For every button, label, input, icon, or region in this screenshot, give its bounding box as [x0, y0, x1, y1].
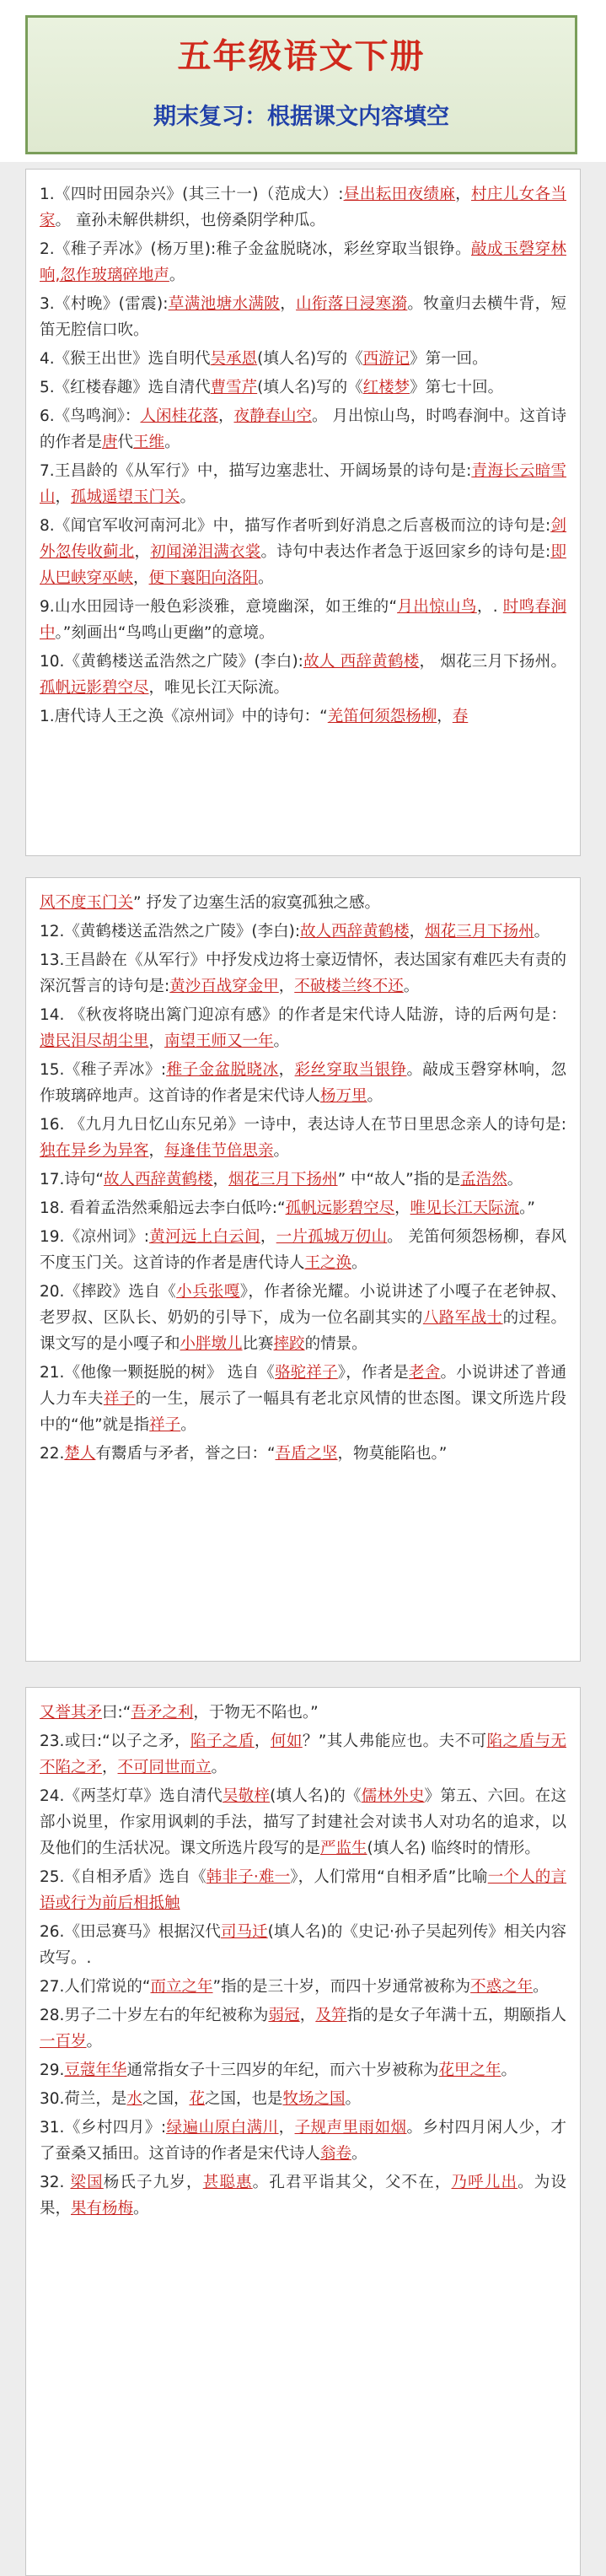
question-text: 指的是女子年满十五，期颐指人	[346, 2007, 566, 2024]
question-item	[40, 346, 566, 372]
question-text: 》第五、六回。在这部小说里，作家用讽刺的手法，描写了封建社会对读书人对功名的追求，以及他们的生活状况。课文所选片段写的是	[40, 1787, 566, 1857]
question-text: 通常指女子十三四岁的年纪，而六十岁被称为	[126, 2061, 439, 2079]
question-text: 16. 《九月九日忆山东兄弟》一诗中，表达诗人在节日里思念亲人的诗句是:	[40, 1116, 566, 1134]
question-text: 6.《鸟鸣涧》：	[40, 407, 141, 425]
answer-text: 绿遍山原白满川	[166, 2119, 279, 2137]
question-text: 5.《红楼春趣》选自清代	[40, 379, 211, 396]
answer-text: 儒林外史	[361, 1787, 425, 1805]
question-text: (填人名)写的《	[257, 379, 363, 396]
question-text: 15.《稚子弄冰》:	[40, 1061, 167, 1079]
question-text: 。牧童归去横牛背，短笛无腔信口吹。	[40, 295, 566, 339]
question-text: 有鬻盾与矛者，誉之曰：“	[95, 1445, 276, 1463]
question-text: 。	[345, 2090, 362, 2108]
question-item	[40, 1864, 566, 1916]
question-text: 。	[164, 434, 180, 451]
question-text: 。	[273, 1032, 290, 1050]
question-text: ” 中“故人”指的是	[337, 1171, 461, 1188]
title-banner	[25, 15, 577, 154]
question-text: 4.《猴王出世》选自明代	[40, 350, 211, 368]
question-text: 。	[507, 1171, 523, 1188]
answer-text: 一片孤城万仞山	[276, 1228, 388, 1246]
question-text: 25.《自相矛盾》选自《	[40, 1868, 206, 1886]
question-text: 。”	[519, 1199, 536, 1217]
question-text: 之国，也是	[204, 2090, 283, 2108]
question-item	[40, 919, 566, 945]
answer-text: 唐	[102, 434, 118, 451]
answer-text: 曹雪芹	[210, 379, 258, 396]
question-text: 》，作者是	[337, 1364, 410, 1382]
question-text: 。 羌笛何须怨杨柳，春风不度玉门关。这首诗的作者是唐代诗人	[40, 1228, 566, 1272]
question-text: 2.《稚子弄冰》(杨万里):稚子金盆脱晓冰，彩丝穿取当银铮。	[40, 240, 471, 258]
answer-text: 彩丝穿取当银铮	[294, 1061, 407, 1079]
question-text: 》，人们常用“自相矛盾”比喻	[290, 1868, 488, 1886]
question-text: 8.《闻官军收河南河北》中，描写作者听到好消息之后喜极而泣的诗句是:	[40, 517, 551, 535]
question-item	[40, 1728, 566, 1781]
answer-text: 甚聪惠	[202, 2174, 253, 2191]
answer-text: 水	[126, 2090, 142, 2108]
question-text: ，	[102, 1759, 118, 1776]
question-card-2	[25, 877, 581, 1662]
answer-text: 韩非子·难一	[206, 1868, 291, 1886]
answer-text: 果有杨梅	[71, 2200, 134, 2218]
answer-text: 吾盾之坚	[275, 1445, 338, 1463]
answer-text: 便下襄阳向洛阳	[148, 569, 259, 587]
answer-text: 不惑之年	[470, 1978, 534, 1996]
question-text: 30.荷兰，是	[40, 2090, 127, 2108]
question-text: 。	[403, 978, 420, 995]
question-text: 18. 看着孟浩然乘船远去李白低吟:“	[40, 1199, 286, 1217]
question-text: 26.《田忌赛马》根据汉代	[40, 1923, 221, 1941]
answer-text: 八路军战士	[422, 1309, 503, 1327]
answer-text: 每逢佳节倍思亲	[164, 1142, 274, 1160]
question-text: 1.《四时田园杂兴》(其三十一)（范成大）:	[40, 186, 344, 203]
question-text: 。	[534, 923, 550, 940]
question-item	[40, 947, 566, 1000]
answer-text: 祥子	[149, 1416, 181, 1434]
question-text: 。	[180, 1416, 196, 1434]
answer-text: 不破楼兰终不还	[294, 978, 404, 995]
answer-text: 独在异乡为异客	[40, 1142, 149, 1160]
question-text: 》第一回。	[410, 350, 488, 368]
question-text: 。乡村四月闲人少，才了蚕桑又插田。这首诗的作者是宋代诗人	[40, 2119, 566, 2163]
question-text: 代	[117, 434, 134, 451]
question-text: 比赛	[242, 1335, 274, 1353]
answer-text: 春	[452, 708, 469, 725]
answer-text: 不可同世而立	[117, 1759, 212, 1776]
question-text: ， 烟花三月下扬州。	[419, 653, 567, 671]
answer-text: 摔跤	[273, 1335, 305, 1353]
answer-text: 严监生	[320, 1840, 367, 1857]
answer-text: 何如	[270, 1733, 303, 1750]
answer-text: 骆驼祥子	[274, 1364, 338, 1382]
question-item	[40, 1057, 566, 1109]
answer-text: 故人 西辞黄鹤楼	[303, 653, 420, 671]
answer-text: 初闻涕泪满衣裳	[150, 543, 261, 561]
question-item	[40, 2086, 566, 2112]
answer-text: 翁卷	[320, 2145, 352, 2163]
question-item	[40, 1167, 566, 1193]
question-text: ，	[437, 708, 453, 725]
question-item	[40, 1919, 566, 1971]
question-item	[40, 236, 566, 288]
question-text: ，	[299, 2007, 316, 2024]
question-card-1	[25, 169, 581, 856]
answer-text: 梁国	[70, 2174, 104, 2191]
question-item	[40, 2115, 566, 2167]
answer-text: 孤帆远影碧空尽	[40, 679, 149, 697]
answer-text: 一个人的言语或行为前后相抵触	[40, 1868, 566, 1912]
answer-text: 即从巴峡穿巫峡	[40, 543, 566, 587]
question-item	[40, 890, 566, 916]
question-text: 。 月出惊山鸟，时鸣春涧中。这首诗的作者是	[40, 407, 566, 451]
question-text: ，	[278, 978, 295, 995]
question-text: ”指的是三十岁，而四十岁通常被称为	[212, 1978, 471, 1996]
question-text: 13.王昌龄在《从军行》中抒发戍边将士豪迈情怀，表达国家有难匹夫有责的深沉誓言的诗句是:	[40, 951, 566, 995]
question-text: 曰:“	[102, 1704, 131, 1722]
question-text: 。敲成玉磬穿林响，忽作玻璃碎地声。这首诗的作者是宋代诗人	[40, 1061, 566, 1105]
answer-text: 花甲之年	[438, 2061, 501, 2079]
question-text: 1.唐代诗人王之涣《凉州词》中的诗句：“	[40, 708, 328, 725]
question-text: ，唯见长江天际流。	[148, 679, 290, 697]
answer-text: 祥子	[103, 1390, 136, 1408]
question-text: 》第七十回。	[410, 379, 504, 396]
question-text: ” 抒发了边塞生活的寂寞孤独之感。	[133, 894, 380, 912]
question-text: ，	[254, 1733, 271, 1750]
question-item	[40, 1783, 566, 1862]
question-text: 7.王昌龄的《从军行》中，描写边塞悲壮、开阔场景的诗句是:	[40, 462, 472, 480]
answer-text: 孤城遥望玉门关	[71, 488, 180, 506]
question-text: 28.男子二十岁左右的年纪被称为	[40, 2007, 269, 2024]
question-text: 。	[169, 267, 185, 284]
answer-text: 弱冠	[268, 2007, 300, 2024]
answer-text: 风不度玉门关	[40, 894, 134, 912]
question-item	[40, 1224, 566, 1276]
answer-text: 南望王师又一年	[164, 1032, 274, 1050]
question-text: ，	[148, 1032, 165, 1050]
answer-text: 夜静春山空	[233, 407, 313, 425]
question-text: ，	[217, 407, 234, 425]
question-text: 之国，	[142, 2090, 190, 2108]
question-item	[40, 458, 566, 510]
question-text: 17.诗句“	[40, 1171, 105, 1188]
question-text: 》，作者徐光耀。小说讲述了小嘎子在老钟叔、老罗叔、区队长、奶奶的引导下，成为一位名副其实的	[40, 1283, 566, 1327]
answer-text: 时鸣春涧中	[40, 598, 566, 642]
question-text: 。	[351, 1254, 367, 1272]
question-item	[40, 2169, 566, 2222]
question-text: 20.《摔跤》选自《	[40, 1283, 177, 1301]
answer-text: 故人西辞黄鹤楼	[104, 1171, 213, 1188]
question-text: 。孔君平诣其父，父不在，	[252, 2174, 452, 2191]
answer-text: 陷之盾与无不陷之矛	[40, 1733, 566, 1776]
answer-text: 红楼梦	[362, 379, 410, 396]
question-text: 。	[533, 1978, 549, 1996]
question-text: ，.	[476, 598, 503, 616]
question-text: (填人名)的《	[270, 1787, 362, 1805]
question-item	[40, 1441, 566, 1467]
question-item	[40, 181, 566, 234]
question-item	[40, 2057, 566, 2083]
answer-text: 吴敬梓	[222, 1787, 271, 1805]
answer-text: 西游记	[362, 350, 410, 368]
question-text: ，	[280, 295, 297, 313]
question-text: ，	[278, 1061, 295, 1079]
question-card-3	[25, 1687, 581, 2576]
answer-text: 山衔落日浸寒漪	[296, 295, 408, 313]
answer-text: 遗民泪尽胡尘里	[40, 1032, 149, 1050]
answer-text: 又誉其矛	[40, 1704, 103, 1722]
question-item	[40, 2002, 566, 2055]
question-text: 。	[211, 1759, 228, 1776]
answer-text: 唯见长江天际流	[410, 1199, 520, 1217]
answer-text: 人闲桂花落	[140, 407, 218, 425]
answer-text: 月出惊山鸟	[397, 598, 477, 616]
question-text: 29.	[40, 2061, 65, 2079]
question-text: 。	[273, 1142, 290, 1160]
question-text: 。	[501, 2061, 517, 2079]
answer-text: 牧场之国	[282, 2090, 346, 2108]
answer-text: 王之涣	[304, 1254, 352, 1272]
question-item	[40, 1195, 566, 1221]
question-item	[40, 1279, 566, 1357]
question-text: ，	[409, 923, 426, 940]
answer-text: 楚人	[64, 1445, 96, 1463]
question-text: ，	[134, 543, 151, 561]
question-text: 。 童孙未解供耕织，也傍桑阴学种瓜。	[55, 212, 325, 229]
question-text: ，	[55, 488, 72, 506]
question-text: 9.山水田园诗一般色彩淡雅，意境幽深，如王维的“	[40, 598, 398, 616]
question-text: (填人名)写的《	[257, 350, 363, 368]
answer-text: 老舍	[409, 1364, 441, 1382]
question-text: 32.	[40, 2174, 71, 2191]
question-text: ，	[455, 186, 472, 203]
question-text: 。	[351, 2145, 367, 2163]
answer-text: 昼出耘田夜绩麻	[343, 186, 456, 203]
answer-text: 一百岁	[40, 2033, 87, 2051]
answer-text: 吴承恩	[210, 350, 258, 368]
answer-text: 敲成玉磬穿林响,忽作玻璃碎地声	[40, 240, 566, 284]
question-item	[40, 703, 566, 730]
question-text: ，于物无不陷也。”	[193, 1704, 319, 1722]
question-item	[40, 1360, 566, 1438]
question-text: ，物莫能陷也。”	[337, 1445, 448, 1463]
question-text: ，	[133, 569, 149, 587]
question-text: ，	[278, 2119, 295, 2137]
answer-text: 故人西辞黄鹤楼	[300, 923, 410, 940]
answer-text: 王维	[133, 434, 165, 451]
question-item	[40, 594, 566, 646]
answer-text: 花	[189, 2090, 205, 2108]
question-text: 22.	[40, 1445, 65, 1463]
question-text: 10.《黄鹤楼送孟浩然之广陵》(李白):	[40, 653, 303, 671]
answer-text: 烟花三月下扬州	[228, 1171, 338, 1188]
question-text: 杨氏子九岁，	[103, 2174, 203, 2191]
question-item	[40, 1112, 566, 1164]
question-item	[40, 291, 566, 343]
question-text: 24.《两茎灯草》选自清代	[40, 1787, 223, 1805]
question-text: 。	[133, 2200, 149, 2218]
answer-text: 而立之年	[150, 1978, 213, 1996]
answer-text: 子规声里雨如烟	[294, 2119, 407, 2137]
question-text: 的情景。	[304, 1335, 367, 1353]
question-item	[40, 649, 566, 701]
header-area	[0, 0, 606, 162]
question-text: ，	[148, 1142, 165, 1160]
question-text: 。	[86, 2033, 103, 2051]
question-text: 21.《他像一颗挺脱的树》 选自《	[40, 1364, 275, 1382]
answer-text: 小兵张嘎	[176, 1283, 240, 1301]
answer-text: 陷子之盾	[190, 1733, 255, 1750]
question-text: 。诗句中表达作者急于返回家乡的诗句是:	[260, 543, 551, 561]
question-text: ，	[260, 1228, 276, 1246]
question-item	[40, 513, 566, 591]
question-text: 。	[180, 488, 196, 506]
answer-text: 草满池塘水满陂	[168, 295, 281, 313]
answer-text: 小胖墩儿	[180, 1335, 243, 1353]
question-text: (填人名)的《史记·孙子吴起列传》相关内容改写。.	[40, 1923, 566, 1967]
answer-text: 吾矛之利	[131, 1704, 194, 1722]
question-text: 的一生，展示了一幅具有老北京风情的世态图。课文所选片段中的“他”就是指	[40, 1390, 566, 1434]
question-text: 19.《凉州词》:	[40, 1228, 149, 1246]
page-subtitle: 期末复习：根据课文内容填空	[153, 104, 449, 130]
answer-text: 黄河远上白云间	[148, 1228, 260, 1246]
answer-text: 乃呼儿出	[451, 2174, 518, 2191]
question-text: 12.《黄鹤楼送孟浩然之广陵》(李白):	[40, 923, 301, 940]
question-text: 。	[258, 569, 274, 587]
answer-text: 稚子金盆脱晓冰	[166, 1061, 279, 1079]
question-text: 。为设果，	[40, 2174, 566, 2218]
page-title: 五年级语文下册	[177, 37, 426, 76]
question-item	[40, 1700, 566, 1726]
answer-text: 豆蔻年华	[64, 2061, 127, 2079]
answer-text: 烟花三月下扬州	[425, 923, 534, 940]
question-item	[40, 403, 566, 455]
question-item	[40, 1974, 566, 2000]
question-text: (填人名) 临终时的情形。	[367, 1840, 540, 1857]
question-text: ？”其人弗能应也。夫不可	[302, 1733, 487, 1750]
answer-text: 孤帆远影碧空尽	[285, 1199, 395, 1217]
question-text: 。小说讲述了普通人力车夫	[40, 1364, 566, 1408]
question-text: 3.《村晚》(雷震):	[40, 295, 169, 313]
question-text: ，	[394, 1199, 410, 1217]
answer-text: 村庄儿女各当家	[40, 186, 566, 229]
answer-text: 黄沙百战穿金甲	[169, 978, 279, 995]
answer-text: 羌笛何须怨杨柳	[327, 708, 437, 725]
question-text: 23.或曰:“以子之矛，	[40, 1733, 190, 1750]
answer-text: 孟浩然	[460, 1171, 507, 1188]
answer-text: 司马迁	[220, 1923, 268, 1941]
answer-text: 杨万里	[320, 1087, 367, 1105]
question-text: 。”刻画出“鸟鸣山更幽”的意境。	[55, 624, 275, 642]
question-text: 31.《乡村四月》:	[40, 2119, 167, 2137]
answer-text: 及笄	[315, 2007, 347, 2024]
question-text: 的过程。课文写的是小嘎子和	[40, 1309, 566, 1353]
question-text: ，	[212, 1171, 229, 1188]
question-text: 27.人们常说的“	[40, 1978, 151, 1996]
answer-text: 剑外忽传收蓟北	[40, 517, 566, 561]
question-text: 14. 《秋夜将晓出篱门迎凉有感》的作者是宋代诗人陆游，诗的后两句是：	[40, 1006, 566, 1024]
question-item	[40, 375, 566, 401]
question-text: 。	[367, 1087, 383, 1105]
answer-text: 青海长云暗雪山	[40, 462, 566, 506]
question-item	[40, 1002, 566, 1054]
